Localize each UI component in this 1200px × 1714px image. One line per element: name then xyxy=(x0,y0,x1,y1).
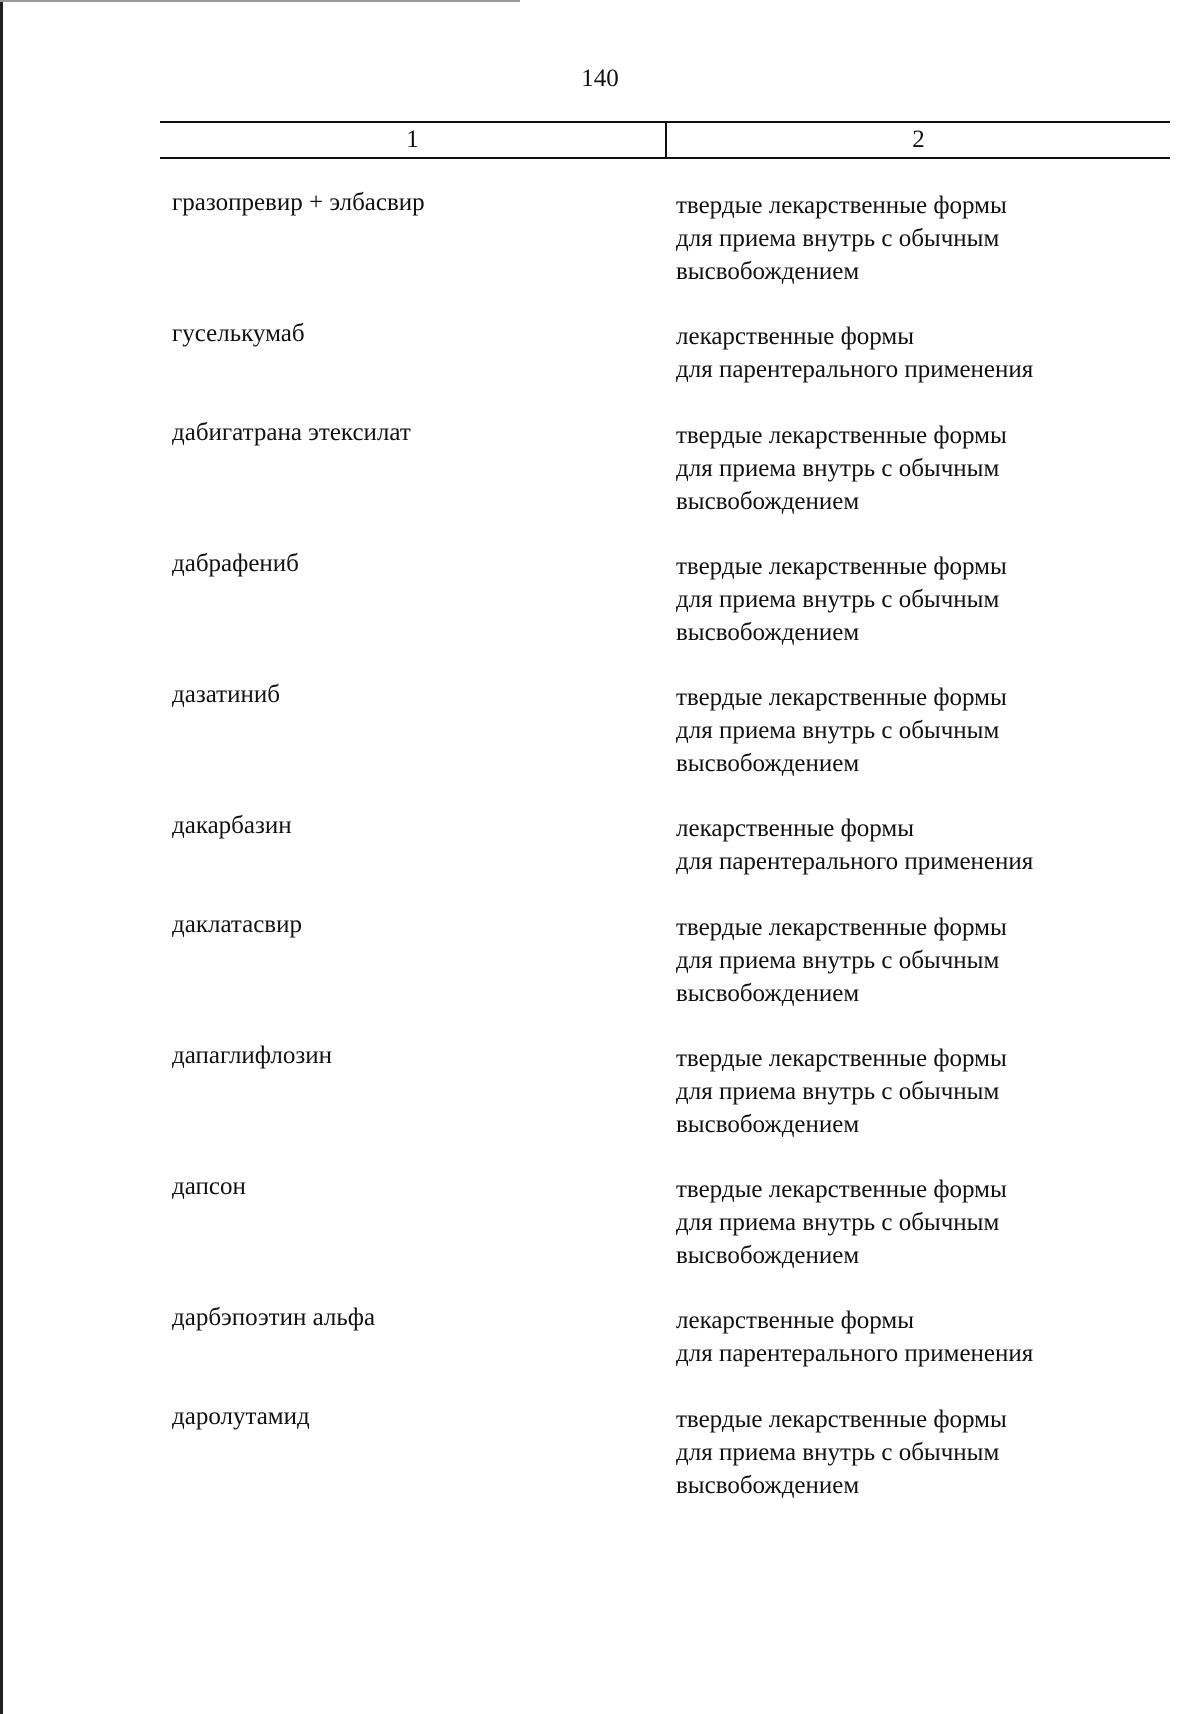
drug-name: даролутамид xyxy=(172,1403,310,1430)
dosage-form xyxy=(676,911,1196,1010)
dosage-form-line: твердые лекарственные формы xyxy=(676,553,1007,580)
drug-name: дазатиниб xyxy=(172,681,280,708)
dosage-form xyxy=(676,320,1196,386)
table-row xyxy=(0,1400,1200,1510)
dosage-form xyxy=(676,189,1196,288)
dosage-form-line: высвобождением xyxy=(676,1242,860,1269)
dosage-form-line: для приема внутрь с обычным xyxy=(676,947,1000,974)
table-row xyxy=(0,1301,1200,1400)
dosage-form-line: для приема внутрь с обычным xyxy=(676,1209,1000,1236)
table-row xyxy=(0,1039,1200,1170)
dosage-form-line: для приема внутрь с обычным xyxy=(676,586,1000,613)
dosage-form-line: лекарственные формы xyxy=(676,815,915,842)
dosage-form-line: твердые лекарственные формы xyxy=(676,192,1007,219)
dosage-form-line: для парентерального применения xyxy=(676,356,1034,383)
drug-name: дапаглифлозин xyxy=(172,1042,332,1069)
dosage-form-line: для приема внутрь с обычным xyxy=(676,717,1000,744)
table-row xyxy=(0,186,1200,317)
drug-table xyxy=(0,186,1200,1510)
drug-name: даклатасвир xyxy=(172,911,302,938)
dosage-form xyxy=(676,419,1196,518)
dosage-form-line: высвобождением xyxy=(676,980,860,1007)
dosage-form xyxy=(676,550,1196,649)
page-number: 140 xyxy=(581,65,619,92)
dosage-form-line: высвобождением xyxy=(676,488,860,515)
dosage-form-line: для приема внутрь с обычным xyxy=(676,1078,1000,1105)
dosage-form-line: высвобождением xyxy=(676,750,860,777)
dosage-form-line: твердые лекарственные формы xyxy=(676,1045,1007,1072)
dosage-form xyxy=(676,1042,1196,1141)
table-row xyxy=(0,809,1200,908)
table-header xyxy=(160,121,1170,159)
drug-name: дарбэпоэтин альфа xyxy=(172,1304,376,1331)
drug-name: дапсон xyxy=(172,1173,246,1200)
dosage-form xyxy=(676,1304,1196,1370)
drug-name: дакарбазин xyxy=(172,812,292,839)
dosage-form-line: лекарственные формы xyxy=(676,323,915,350)
table-row xyxy=(0,416,1200,547)
dosage-form-line: высвобождением xyxy=(676,619,860,646)
dosage-form-line: для парентерального применения xyxy=(676,848,1034,875)
dosage-form-line: для приема внутрь с обычным xyxy=(676,1439,1000,1466)
dosage-form-line: высвобождением xyxy=(676,1472,860,1499)
dosage-form-line: твердые лекарственные формы xyxy=(676,1406,1007,1433)
dosage-form-line: твердые лекарственные формы xyxy=(676,1176,1007,1203)
dosage-form-line: лекарственные формы xyxy=(676,1307,915,1334)
drug-name: дабрафениб xyxy=(172,550,299,577)
dosage-form-line: высвобождением xyxy=(676,1111,860,1138)
dosage-form-line: для парентерального применения xyxy=(676,1340,1034,1367)
column-header-2: 2 xyxy=(912,126,925,153)
drug-name: гуселькумаб xyxy=(172,320,305,347)
table-row xyxy=(0,317,1200,416)
dosage-form-line: твердые лекарственные формы xyxy=(676,422,1007,449)
drug-name: гразопревир + элбасвир xyxy=(172,189,425,216)
scan-edge-top xyxy=(0,0,520,2)
dosage-form-line: для приема внутрь с обычным xyxy=(676,225,1000,252)
dosage-form-line: твердые лекарственные формы xyxy=(676,914,1007,941)
dosage-form xyxy=(676,1173,1196,1272)
column-header-1: 1 xyxy=(406,126,419,153)
dosage-form-line: для приема внутрь с обычным xyxy=(676,455,1000,482)
table-row xyxy=(0,908,1200,1039)
dosage-form xyxy=(676,681,1196,780)
table-row xyxy=(0,678,1200,809)
table-row xyxy=(0,1170,1200,1301)
drug-name: дабигатрана этексилат xyxy=(172,419,411,446)
table-row xyxy=(0,547,1200,678)
dosage-form-line: высвобождением xyxy=(676,258,860,285)
dosage-form xyxy=(676,1403,1196,1502)
dosage-form-line: твердые лекарственные формы xyxy=(676,684,1007,711)
dosage-form xyxy=(676,812,1196,878)
